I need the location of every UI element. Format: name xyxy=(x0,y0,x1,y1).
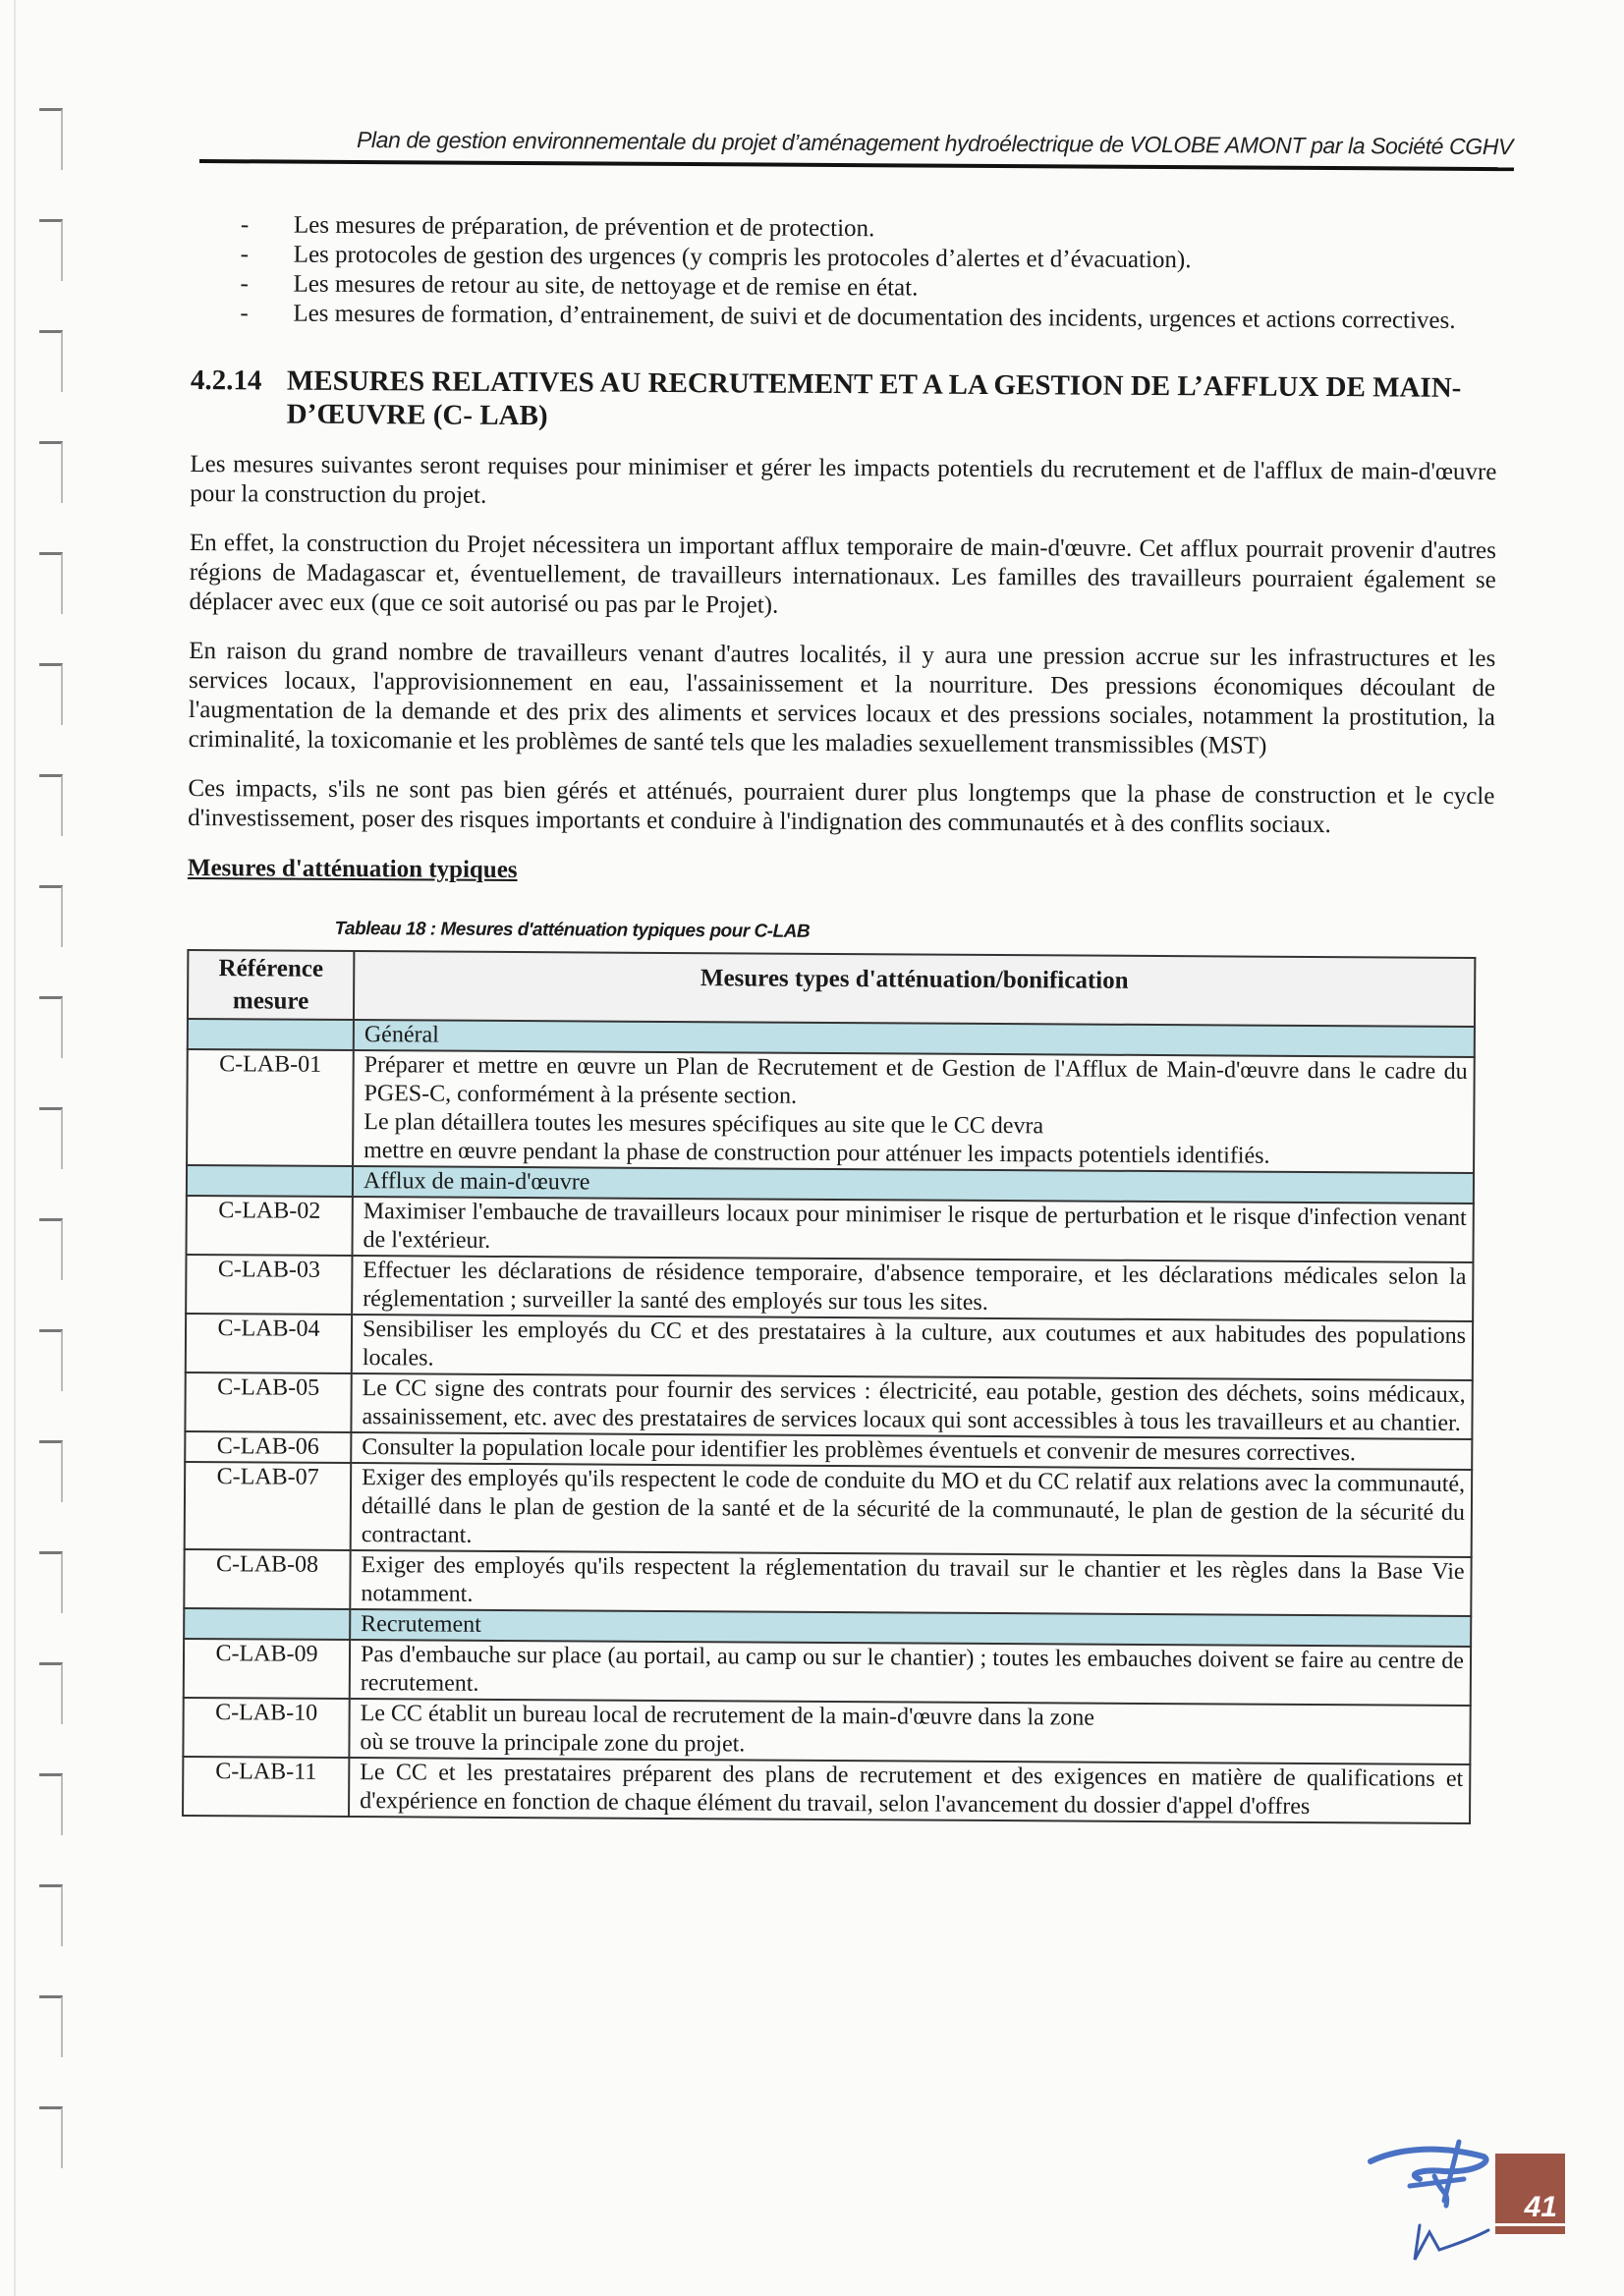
table-caption: Tableau 18 : Mesures d'atténuation typiques pour C-LAB xyxy=(334,918,811,942)
page-number-badge xyxy=(1495,2154,1565,2234)
header-ref: Référence mesure xyxy=(188,950,354,1020)
running-header: Plan de gestion environnementale du projet d’aménagement hydroélectrique de VOLOBE AMONT par la Société CGHV xyxy=(356,126,1513,160)
binder-hole xyxy=(39,441,63,503)
measure-ref: C-LAB-04 xyxy=(186,1314,352,1373)
measure-description xyxy=(349,1699,1470,1764)
table-row xyxy=(184,1639,1471,1706)
binder-hole xyxy=(39,1884,63,1946)
bullet-dash: - xyxy=(240,300,249,327)
measure-description xyxy=(349,1758,1470,1823)
group-ref-cell xyxy=(184,1608,350,1640)
paragraph: Ces impacts, s'ils ne sont pas bien gérés et atténués, pourraient durer plus longtemps que la phase de construction et le cycle d'investissement, poser des risques importants et conduire à l'indignation des communautés et à des conflits sociaux. xyxy=(188,774,1495,839)
page-number-rule xyxy=(1495,2223,1565,2226)
bullet-text: Les mesures de préparation, de prévention et de protection. xyxy=(293,211,875,243)
table-row xyxy=(183,1757,1470,1823)
page-content xyxy=(182,210,1498,1824)
measure-ref: C-LAB-05 xyxy=(185,1372,351,1432)
measure-line: Consulter la population locale pour identifier les problèmes éventuels et convenir de mesures correctives. xyxy=(362,1434,1357,1467)
page-number: 41 xyxy=(1524,2191,1557,2223)
bullet-dash: - xyxy=(240,241,250,268)
subheading: Mesures d'atténuation typiques xyxy=(187,854,518,884)
table-row xyxy=(187,1196,1474,1262)
table-row xyxy=(184,1549,1471,1616)
binder-hole xyxy=(39,1773,63,1835)
table-header-row xyxy=(188,950,1475,1027)
measure-line: où se trouve la principale zone du projet. xyxy=(360,1729,746,1758)
measure-ref: C-LAB-10 xyxy=(183,1698,349,1758)
measure-description xyxy=(350,1640,1471,1706)
binder-hole xyxy=(39,330,63,392)
measure-line: Maximiser l'embauche de travailleurs locaux pour minimiser le risque de perturbation et le risque d'infection venant de l'extérieur. xyxy=(363,1199,1467,1254)
table-row xyxy=(185,1462,1473,1557)
binder-hole xyxy=(39,108,63,170)
binder-hole xyxy=(39,1440,63,1502)
table-row xyxy=(185,1372,1472,1439)
measure-description xyxy=(351,1373,1472,1439)
bullet-list xyxy=(191,210,1498,336)
binder-holes xyxy=(39,0,69,2296)
binder-hole xyxy=(39,1107,63,1169)
measure-ref: C-LAB-02 xyxy=(187,1196,353,1256)
bullet-text: Les protocoles de gestion des urgences (y compris les protocoles d’alertes et d’évacuation). xyxy=(293,241,1192,274)
bullet-dash: - xyxy=(240,211,250,239)
bullet-item xyxy=(240,299,1497,336)
bullet-dash: - xyxy=(240,270,249,298)
header-desc: Mesures types d'atténuation/bonification xyxy=(354,951,1475,1027)
measure-description xyxy=(352,1315,1473,1380)
table-row xyxy=(187,1049,1475,1173)
measure-line: Le CC et les prestataires préparent des plans de recrutement et des exigences en matière de qualifications et d'expérience en fonction de chaque élément du travail, selon l'avancement du dossier d'appel d'offres xyxy=(360,1760,1464,1820)
measure-line: Pas d'embauche sur place (au portail, au camp ou sur le chantier) ; toutes les embauches doivent se faire au centre de recrutement. xyxy=(360,1642,1465,1697)
measure-line: Exiger des employés qu'ils respectent la réglementation du travail sur le chantier et les règles dans la Base Vie notamment. xyxy=(361,1552,1465,1607)
measure-line: Effectuer les déclarations de résidence temporaire, d'absence temporaire, et les déclarations médicales selon la réglementation ; surveiller la santé des employés sur tous les sites. xyxy=(363,1258,1467,1316)
measure-ref: C-LAB-06 xyxy=(185,1431,351,1463)
measure-ref: C-LAB-07 xyxy=(185,1462,352,1550)
paragraph: Les mesures suivantes seront requises pour minimiser et gérer les impacts potentiels du recrutement et de l'afflux de main-d'œuvre pour la construction du projet. xyxy=(190,450,1497,509)
binder-hole xyxy=(39,2106,63,2168)
binder-hole xyxy=(39,996,63,1058)
measure-ref: C-LAB-08 xyxy=(184,1549,350,1609)
bullet-text: Les mesures de formation, d’entrainement, de suivi et de documentation des incidents, urgences et actions correctives. xyxy=(293,300,1456,334)
group-ref-cell xyxy=(187,1165,353,1197)
paragraph: En raison du grand nombre de travailleurs venant d'autres localités, il y aura une pression accrue sur les infrastructures et les services locaux, l'approvisionnement en eau, l'assainissement et la nourriture. Des pressions économiques découlant de l'augmentation de la demande et des prix des aliments et services locaux et des pressions sociales, notamment la prostitution, la criminalité, la toxicomanie et les problèmes de santé tels que les maladies sexuellement transmissibles (MST) xyxy=(188,637,1496,759)
section-number: 4.2.14 xyxy=(190,364,262,397)
page-edge xyxy=(14,0,16,2296)
measures-table xyxy=(182,949,1476,1824)
binder-hole xyxy=(39,1662,63,1724)
binder-hole xyxy=(39,219,63,281)
measure-line: Préparer et mettre en œuvre un Plan de Recrutement et de Gestion de l'Afflux de Main-d'œuvre dans le cadre du PGES-C, conformément à la présente section. xyxy=(364,1052,1468,1109)
measure-line: Exiger des employés qu'ils respectent le code de conduite du MO et du CC relatif aux relations avec la communauté, détaillé dans le plan de gestion de la santé et de la sécurité de la communauté, le plan de gestion de la sécurité du contractant. xyxy=(361,1465,1466,1548)
section-heading xyxy=(191,364,1497,438)
group-label: Recrutement xyxy=(350,1609,1471,1647)
binder-hole xyxy=(39,885,63,947)
section-title: MESURES RELATIVES AU RECRUTEMENT ET A LA GESTION DE L’AFFLUX DE MAIN-D’ŒUVRE (C- LAB) xyxy=(286,364,1462,432)
measure-ref: C-LAB-01 xyxy=(187,1049,354,1166)
signature-icon xyxy=(1366,2122,1503,2269)
binder-hole xyxy=(39,552,63,614)
measure-description xyxy=(351,1463,1473,1557)
group-ref-cell xyxy=(188,1019,354,1050)
measure-line: Sensibiliser les employés du CC et des prestataires à la culture, aux coutumes et aux habitudes des populations locales. xyxy=(362,1316,1467,1372)
paragraph: En effet, la construction du Projet nécessitera un important afflux temporaire de main-d'œuvre. Cet afflux pourrait provenir d'autres régions de Madagascar et, éventuellement, de travailleurs internationaux. Les familles des travailleurs pourraient également se déplacer avec eux (que ce soit autorisé ou pas par le Projet). xyxy=(189,529,1496,619)
measure-description xyxy=(352,1256,1473,1321)
body-text xyxy=(188,450,1496,841)
measure-ref: C-LAB-11 xyxy=(183,1757,349,1817)
measure-ref: C-LAB-09 xyxy=(184,1639,350,1699)
measure-line: Le CC signe des contrats pour fournir des services : électricité, eau potable, gestion des déchets, soins médicaux, assainissement, etc. avec des prestataires de services locaux qui sont accessibles à tous les travailleurs et au chantier. xyxy=(362,1375,1466,1436)
binder-hole xyxy=(39,663,63,725)
table-row xyxy=(183,1698,1470,1764)
binder-hole xyxy=(39,1329,63,1391)
binder-hole xyxy=(39,774,63,836)
binder-hole xyxy=(39,1995,63,2057)
bullet-text: Les mesures de retour au site, de nettoyage et de remise en état. xyxy=(293,270,919,302)
group-label: Afflux de main-d'œuvre xyxy=(353,1166,1474,1204)
measure-line: Le plan détaillera toutes les mesures spécifiques au site que le CC devra xyxy=(364,1109,1044,1140)
table-row xyxy=(186,1314,1473,1380)
measure-description xyxy=(353,1050,1475,1173)
measure-line: Le CC établit un bureau local de recrutement de la main-d'œuvre dans la zone xyxy=(360,1701,1095,1731)
header-rule xyxy=(199,159,1514,171)
measure-description xyxy=(353,1197,1474,1262)
binder-hole xyxy=(39,1551,63,1613)
measure-ref: C-LAB-03 xyxy=(186,1255,352,1315)
binder-hole xyxy=(39,1218,63,1280)
group-label: Général xyxy=(354,1020,1475,1057)
measure-line: mettre en œuvre pendant la phase de construction pour atténuer les impacts potentiels identifiés. xyxy=(364,1138,1270,1169)
measure-description xyxy=(350,1550,1471,1616)
table-row xyxy=(186,1255,1473,1321)
